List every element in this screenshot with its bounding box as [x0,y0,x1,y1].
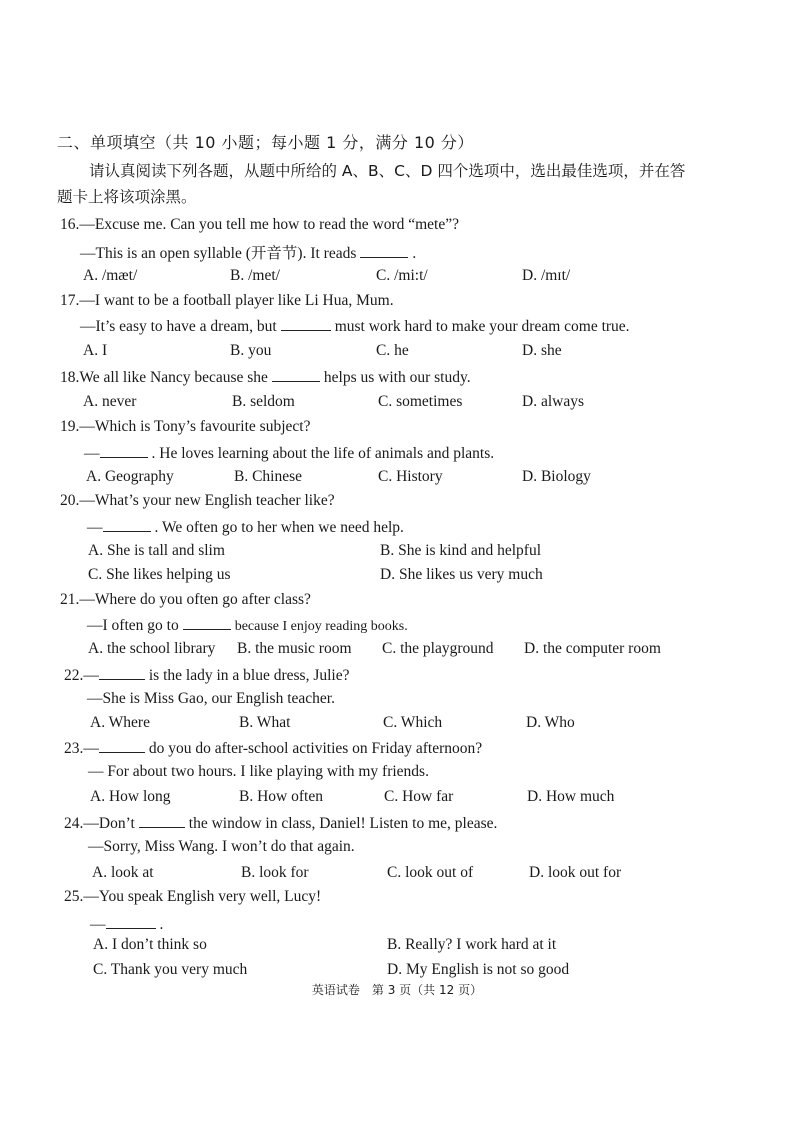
q25-option-a: A. I don’t think so [93,936,207,953]
q16-line2 [80,241,416,263]
q25-text2: — [90,916,106,933]
q21-option-d: D. the computer room [524,640,661,657]
q16-text1: —Excuse me. Can you tell me how to read the word “mete”? [79,216,459,233]
q17-number: 17. [60,292,80,309]
q18-option-b: B. seldom [232,393,295,410]
q17-option-c: C. he [376,342,409,359]
q25-line1 [64,888,321,906]
q21-option-c: C. the playground [382,640,494,657]
q17-text1: —I want to be a football player like Li Hua, Mum. [79,292,394,309]
q18-number: 18. [60,369,80,386]
answer-blank [103,517,151,532]
q20-line2 [87,517,404,537]
q25-option-d: D. My English is not so good [387,961,570,978]
q19-text1: —Which is Tony’s favourite subject? [79,418,311,435]
q19-tail: . He loves learning about the life of animals and plants. [151,445,495,462]
q24-tail: the window in class, Daniel! Listen to me, please. [188,815,498,832]
q19-option-a: A. Geography [86,468,174,485]
q20-option-c: C. She likes helping us [88,566,231,583]
q17-line2 [80,316,630,336]
q23-line1 [64,738,482,758]
q18-option-a: A. never [83,393,137,410]
q19-option-d: D. Biology [522,468,591,485]
q21-line1 [60,591,311,609]
q25-option-c: C. Thank you very much [93,961,248,978]
q17-line1 [60,292,394,310]
q21-tail: because I enjoy reading books. [234,619,408,634]
q21-line2 [87,615,408,635]
section-title: 二、单项填空（共 10 小题；每小题 1 分，满分 10 分） [57,133,474,152]
q18-tail: helps us with our study. [323,369,471,386]
q18-option-d: D. always [522,393,584,410]
answer-blank [272,367,320,382]
q17-option-b: B. you [230,342,272,359]
q23-tail: do you do after-school activities on Friday afternoon? [148,740,483,757]
q25-option-b: B. Really? I work hard at it [387,936,557,953]
q21-option-a: A. the school library [88,640,216,657]
q19-option-c: C. History [378,468,443,485]
q16-option-b: B. /met/ [230,267,280,284]
q22-text1: — [83,667,99,684]
q20-option-b: B. She is kind and helpful [380,542,542,559]
q24-number: 24. [64,815,84,832]
q21-option-b: B. the music room [237,640,352,657]
q20-text1: —What’s your new English teacher like? [79,492,335,509]
q20-text2: — [87,519,103,536]
q25-tail: . [159,916,164,933]
q19-line2 [84,443,494,463]
page-footer: 英语试卷 第 3 页（共 12 页） [311,983,483,997]
q19-line1 [60,418,310,436]
answer-blank [106,914,156,929]
q20-line1 [60,492,335,510]
answer-blank [183,615,231,630]
q21-text2: —I often go to [87,617,179,634]
q17-option-d: D. she [522,342,562,359]
q23-text1: — [83,740,99,757]
q22-line1 [64,665,349,685]
q22-option-c: C. Which [383,714,443,731]
q16-option-c: C. /mi:t/ [376,267,428,284]
q24-option-d: D. look out for [529,864,622,881]
q24-line2: —Sorry, Miss Wang. I won’t do that again. [88,838,355,855]
section-instruction: 请认真阅读下列各题，从题中所给的 A、B、C、D 四个选项中，选出最佳选项，并在答题卡上将该项涂黑。 [57,162,686,206]
q23-option-d: D. How much [527,788,615,805]
q25-number: 25. [64,888,84,905]
answer-blank [100,443,148,458]
q22-line2: —She is Miss Gao, our English teacher. [87,690,335,707]
q23-line2: — For about two hours. I like playing with my friends. [88,763,429,780]
q18-option-c: C. sometimes [378,393,463,410]
q17-tail: must work hard to make your dream come true. [334,318,630,335]
q24-text1: —Don’t [83,815,135,832]
q22-tail: is the lady in a blue dress, Julie? [148,667,350,684]
q16-number: 16. [60,216,80,233]
q24-option-a: A. look at [92,864,154,881]
q24-option-c: C. look out of [387,864,474,881]
q20-option-a: A. She is tall and slim [88,542,225,559]
q16-option-a: A. /mæt/ [83,267,138,284]
q18-text1: We all like Nancy because she [79,369,268,386]
q20-number: 20. [60,492,80,509]
q21-text1: —Where do you often go after class? [79,591,311,608]
q16-tail: . [412,245,417,262]
answer-blank [360,243,408,258]
q16-text2: —This is an open syllable (开音节). It reads [80,245,357,262]
q23-option-a: A. How long [90,788,171,805]
q24-line1 [64,813,497,833]
q25-text1: —You speak English very well, Lucy! [83,888,322,905]
q22-option-a: A. Where [90,714,150,731]
q22-option-b: B. What [239,714,291,731]
q22-option-d: D. Who [526,714,575,731]
q19-number: 19. [60,418,80,435]
q19-option-b: B. Chinese [234,468,303,485]
q18-line1 [60,367,471,387]
answer-blank [139,813,185,828]
q25-line2 [90,914,163,934]
q17-option-a: A. I [83,342,108,359]
q20-tail: . We often go to her when we need help. [154,519,404,536]
q23-option-c: C. How far [384,788,454,805]
q20-option-d: D. She likes us very much [380,566,543,583]
q16-option-d: D. /mɪt/ [522,267,571,284]
q23-option-b: B. How often [239,788,323,805]
q19-text2: — [84,445,100,462]
q24-option-b: B. look for [241,864,309,881]
q17-text2: —It’s easy to have a dream, but [80,318,277,335]
q21-number: 21. [60,591,80,608]
answer-blank [99,738,145,753]
q16-line1 [60,216,459,234]
q22-number: 22. [64,667,84,684]
answer-blank [99,665,145,680]
answer-blank [281,316,331,331]
q23-number: 23. [64,740,84,757]
